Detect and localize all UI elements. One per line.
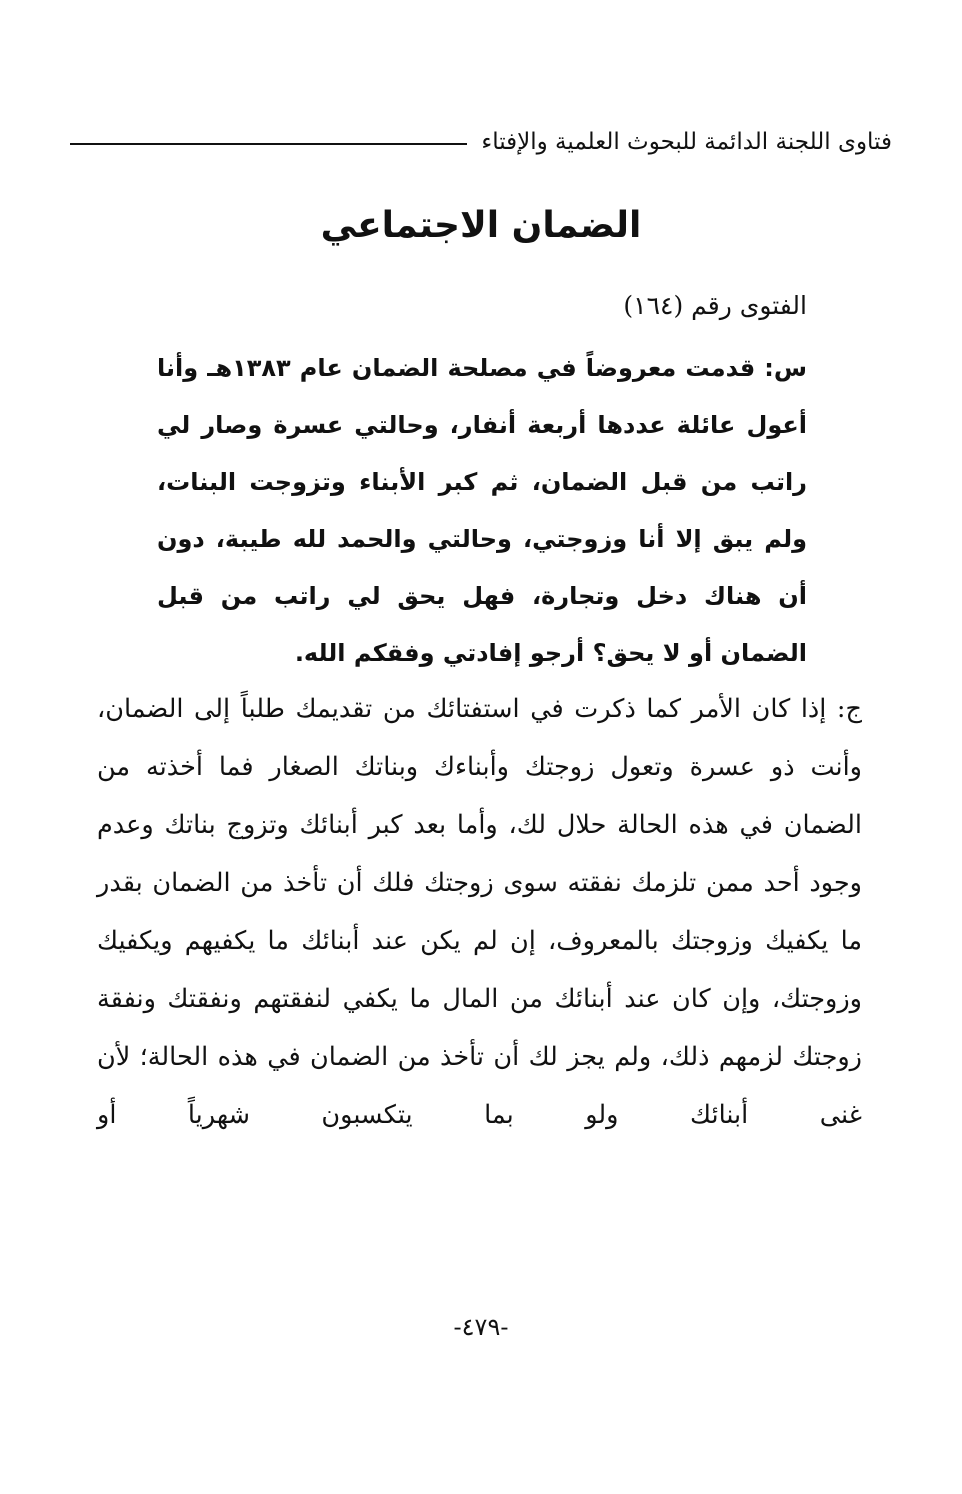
answer-text: ج: إذا كان الأمر كما ذكرت في استفتائك من تقديمك طلباً إلى الضمان، وأنت ذو عسرة وتعول زوجتك وأبناءك وبناتك الصغار فما أخذته من الضمان في هذه الحالة حلال لك، وأما بعد كبر أبنائك وتزوج بناتك وعدم وجود أحد ممن تلزمك نفقته سوى زوجتك فلك أن تأخذ من الضمان بقدر ما يكفيك وزوجتك بالمعروف، إن لم يكن عند أبنائك ما يكفيهم ويكفيك وزوجتك، وإن كان عند أبنائك من المال ما يكفي لنفقتهم ونفقتك ونفقة زوجتك لزمهم ذلك، ولم يجز لك أن تأخذ من الضمان في هذه الحالة؛ لأن غنى أبنائك ولو بما يتكسبون شهرياً أو — [97, 694, 862, 1130]
fatwa-number: الفتوى رقم (١٦٤) — [623, 291, 807, 320]
question-text: س: قدمت معروضاً في مصلحة الضمان عام ١٣٨٣هـ وأنا أعول عائلة عددها أربعة أنفار، وحالتي عسرة وصار لي راتب من قبل الضمان، ثم كبر الأبناء وتزوجت البنات، ولم يبق إلا أنا وزوجتي، وحالتي والحمد لله طيبة، دون أن هناك دخل وتجارة، فهل يحق لي راتب من قبل الضمان أو لا يحق؟ أرجو إفادتي وفقكم الله. — [157, 354, 807, 667]
running-title: فتاوى اللجنة الدائمة للبحوث العلمية والإفتاء — [481, 128, 892, 155]
running-header — [70, 122, 892, 162]
section-title: الضمان الاجتماعي — [320, 205, 642, 246]
header-rule — [70, 143, 467, 145]
page-number: -٤٧٩- — [453, 1313, 509, 1341]
